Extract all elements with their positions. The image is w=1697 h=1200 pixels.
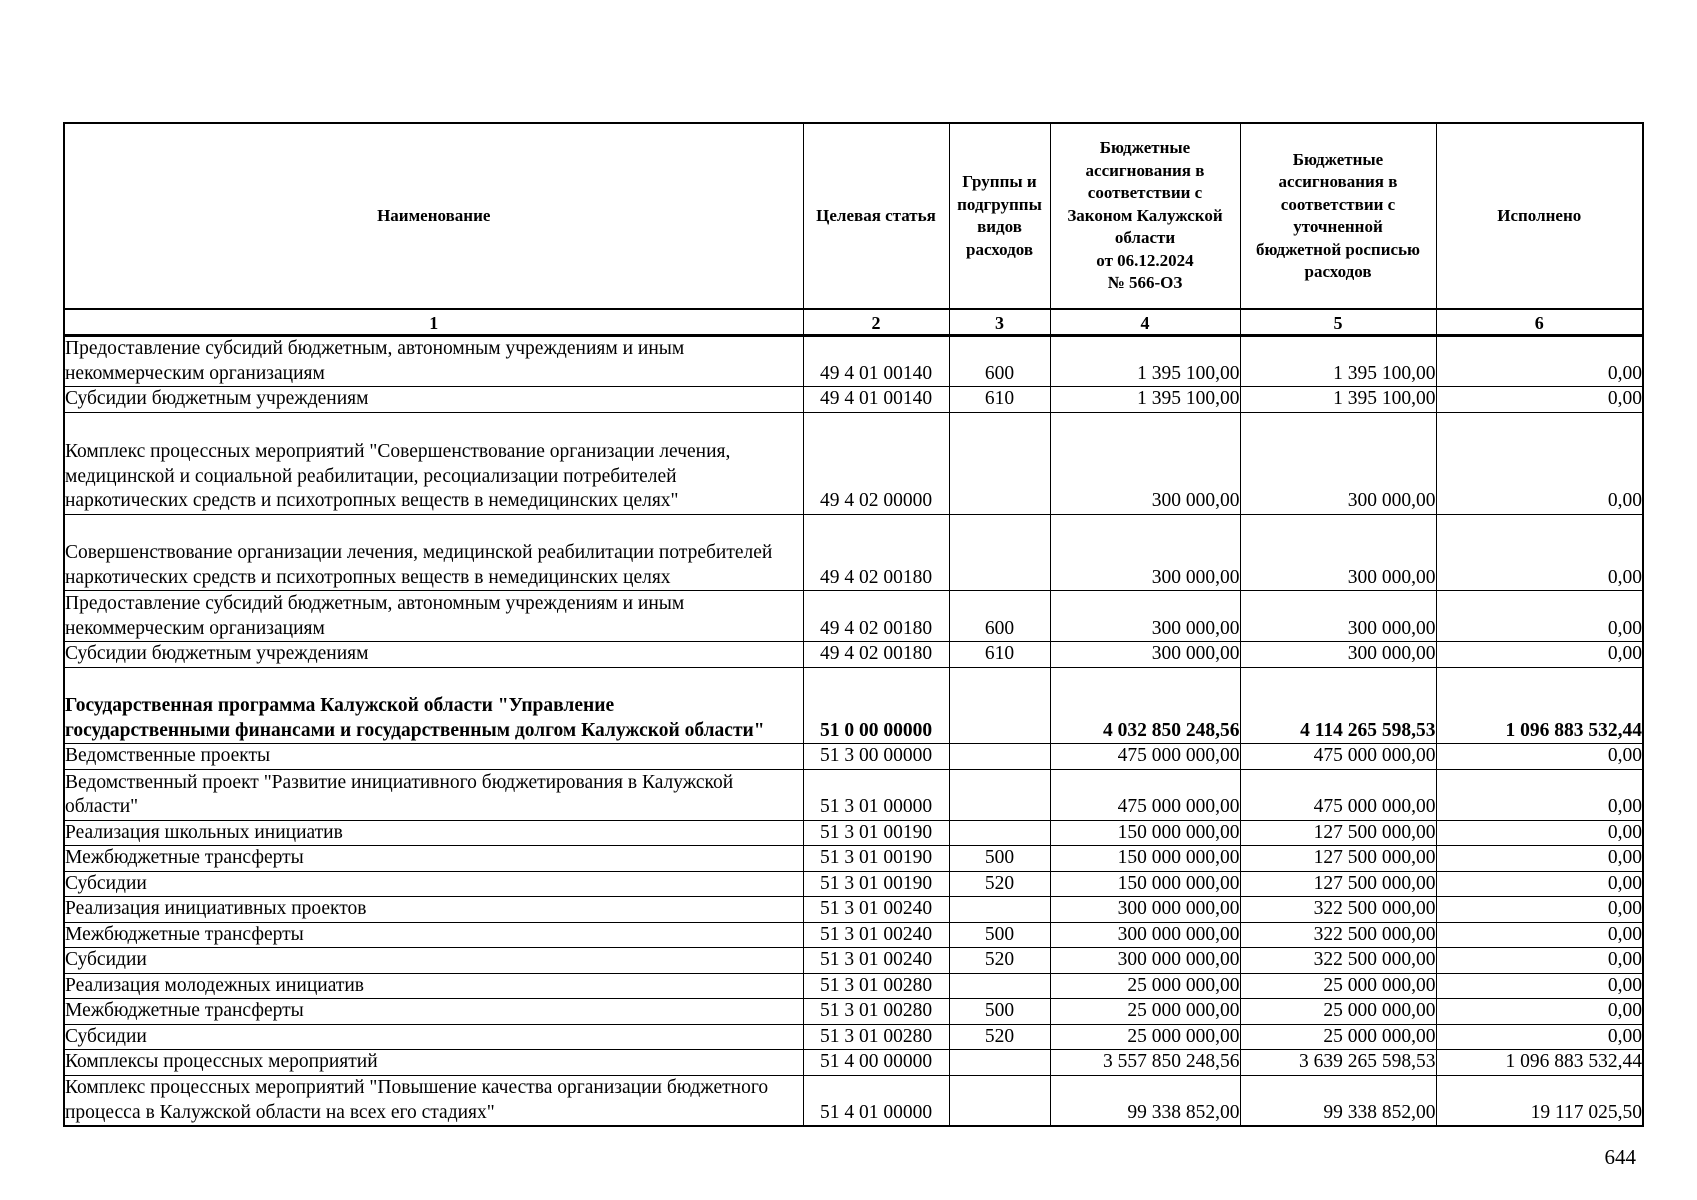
cell-executed: 0,00 [1436,871,1643,897]
cell-law-allocation: 300 000 000,00 [1050,897,1240,923]
cell-expense-group: 500 [949,922,1050,948]
header-line: Законом Калужской [1067,205,1223,225]
column-number: 1 [64,309,803,336]
cell-law-allocation: 1 395 100,00 [1050,336,1240,387]
name-line: Субсидии [65,949,147,970]
header-target-article-label: Целевая статья [816,205,936,225]
name-line: некоммерческим организациям [65,617,325,639]
cell-law-allocation: 150 000 000,00 [1050,846,1240,872]
cell-expense-group [949,1075,1050,1126]
header-expense-groups [949,123,1050,309]
cell-expense-group [949,667,1050,744]
cell-target-article: 51 3 01 00190 [803,820,949,846]
column-number: 2 [803,309,949,336]
cell-name [64,1075,803,1126]
cell-law-allocation: 25 000 000,00 [1050,999,1240,1025]
header-line: № 566-ОЗ [1107,273,1183,293]
cell-refined-allocation: 4 114 265 598,53 [1240,667,1436,744]
cell-expense-group: 520 [949,948,1050,974]
cell-refined-allocation: 25 000 000,00 [1240,999,1436,1025]
cell-law-allocation: 1 395 100,00 [1050,387,1240,413]
table-row [64,744,1643,770]
cell-executed: 0,00 [1436,948,1643,974]
cell-target-article: 51 3 01 00000 [803,769,949,820]
cell-target-article: 51 4 01 00000 [803,1075,949,1126]
header-law-allocations [1050,123,1240,309]
cell-law-allocation: 300 000 000,00 [1050,948,1240,974]
cell-name [64,897,803,923]
name-line: Ведомственный проект "Развитие инициативного бюджетирования в Калужской [65,771,734,793]
cell-executed: 0,00 [1436,897,1643,923]
cell-expense-group: 520 [949,871,1050,897]
cell-refined-allocation: 99 338 852,00 [1240,1075,1436,1126]
cell-expense-group [949,897,1050,923]
name-line: Государственная программа Калужской области "Управление [65,695,615,716]
cell-executed: 0,00 [1436,514,1643,591]
table-row [64,514,1643,591]
name-line: Субсидии [65,872,147,894]
table-row [64,1075,1643,1126]
header-line: расходов [966,239,1033,259]
column-number: 4 [1050,309,1240,336]
cell-name [64,948,803,974]
cell-law-allocation: 150 000 000,00 [1050,820,1240,846]
cell-executed: 0,00 [1436,973,1643,999]
cell-refined-allocation: 127 500 000,00 [1240,871,1436,897]
column-number: 3 [949,309,1050,336]
cell-expense-group: 610 [949,387,1050,413]
name-line: Комплекс процессных мероприятий "Повышение качества организации бюджетного [65,1077,769,1098]
cell-name [64,336,803,387]
table-row [64,642,1643,668]
header-line: соответствии с [1280,194,1396,214]
table-row [64,591,1643,642]
cell-name [64,412,803,514]
cell-expense-group: 600 [949,336,1050,387]
name-line: Совершенствование организации лечения, медицинской реабилитации потребителей [65,542,773,563]
cell-name [64,922,803,948]
cell-refined-allocation: 1 395 100,00 [1240,387,1436,413]
name-line: государственными финансами и государственным долгом Калужской области" [65,719,765,741]
cell-executed: 0,00 [1436,642,1643,668]
name-line: Межбюджетные трансферты [65,923,304,945]
cell-law-allocation: 475 000 000,00 [1050,769,1240,820]
cell-target-article: 49 4 02 00180 [803,591,949,642]
cell-expense-group: 600 [949,591,1050,642]
header-line: соответствии с [1087,183,1203,203]
header-line: от 06.12.2024 [1096,250,1194,270]
table-row [64,769,1643,820]
header-line: расходов [1304,262,1372,281]
cell-law-allocation: 150 000 000,00 [1050,871,1240,897]
cell-executed: 1 096 883 532,44 [1436,667,1643,744]
header-executed [1436,123,1643,309]
cell-expense-group: 520 [949,1024,1050,1050]
cell-refined-allocation: 25 000 000,00 [1240,1024,1436,1050]
name-line: Межбюджетные трансферты [65,1000,304,1021]
cell-name [64,591,803,642]
table-header-row [64,123,1643,309]
cell-refined-allocation: 475 000 000,00 [1240,769,1436,820]
cell-law-allocation: 300 000,00 [1050,591,1240,642]
cell-expense-group [949,973,1050,999]
header-name-label: Наименование [377,205,491,225]
cell-target-article: 49 4 02 00000 [803,412,949,514]
table-row [64,1050,1643,1076]
cell-executed: 0,00 [1436,820,1643,846]
cell-law-allocation: 25 000 000,00 [1050,973,1240,999]
cell-refined-allocation: 475 000 000,00 [1240,744,1436,770]
header-line: Бюджетные [1099,138,1191,158]
cell-target-article: 51 3 01 00240 [803,948,949,974]
table-row [64,412,1643,514]
cell-expense-group: 610 [949,642,1050,668]
cell-law-allocation: 3 557 850 248,56 [1050,1050,1240,1076]
header-refined-allocations [1240,123,1436,309]
cell-refined-allocation: 322 500 000,00 [1240,948,1436,974]
cell-executed: 0,00 [1436,769,1643,820]
header-line: видов [977,217,1022,236]
cell-refined-allocation: 3 639 265 598,53 [1240,1050,1436,1076]
cell-refined-allocation: 300 000,00 [1240,412,1436,514]
name-line: области" [65,796,139,817]
table-row [64,922,1643,948]
name-line: Комплексы процессных мероприятий [65,1051,378,1072]
cell-name [64,667,803,744]
cell-executed: 0,00 [1436,1024,1643,1050]
table-row [64,999,1643,1025]
header-line: подгруппы [957,194,1042,214]
header-line: бюджетной росписью [1255,239,1421,259]
table-row [64,973,1643,999]
cell-executed: 0,00 [1436,336,1643,387]
cell-name [64,642,803,668]
header-name [64,123,803,309]
cell-executed: 0,00 [1436,387,1643,413]
cell-target-article: 51 3 01 00280 [803,1024,949,1050]
cell-refined-allocation: 127 500 000,00 [1240,820,1436,846]
name-line: Реализация инициативных проектов [65,898,367,919]
cell-expense-group [949,514,1050,591]
cell-refined-allocation: 322 500 000,00 [1240,897,1436,923]
cell-law-allocation: 99 338 852,00 [1050,1075,1240,1126]
cell-refined-allocation: 300 000,00 [1240,591,1436,642]
header-target-article [803,123,949,309]
table-row [64,387,1643,413]
table-row [64,846,1643,872]
name-line: Межбюджетные трансферты [65,847,304,868]
cell-name [64,846,803,872]
cell-name [64,1050,803,1076]
cell-name [64,871,803,897]
table-row-program [64,667,1643,744]
cell-executed: 0,00 [1436,999,1643,1025]
header-line: ассигнования в [1085,160,1205,180]
cell-law-allocation: 25 000 000,00 [1050,1024,1240,1050]
cell-name [64,1024,803,1050]
cell-target-article: 51 3 01 00280 [803,999,949,1025]
cell-refined-allocation: 1 395 100,00 [1240,336,1436,387]
cell-expense-group [949,412,1050,514]
cell-name [64,973,803,999]
table-row [64,336,1643,387]
name-line: Ведомственные проекты [65,745,271,766]
name-line: Реализация молодежных инициатив [65,974,365,996]
table-row [64,1024,1643,1050]
cell-target-article: 51 3 00 00000 [803,744,949,770]
budget-table [63,122,1644,1127]
table-row [64,897,1643,923]
header-line: ассигнования в [1278,172,1398,191]
page-number: 644 [1604,1145,1636,1169]
column-number-row [64,309,1643,336]
table-row [64,820,1643,846]
cell-target-article: 51 0 00 00000 [803,667,949,744]
cell-target-article: 51 3 01 00280 [803,973,949,999]
name-line: некоммерческим организациям [65,362,325,384]
name-line: наркотических средств и психотропных веществ в немедицинских целях [65,566,671,588]
cell-target-article: 49 4 02 00180 [803,514,949,591]
name-line: процесса в Калужской области на всех его стадиях" [65,1101,495,1123]
header-line: Бюджетные [1292,149,1384,169]
name-line: Предоставление субсидий бюджетным, автономным учреждениям и иным [65,338,685,359]
cell-law-allocation: 475 000 000,00 [1050,744,1240,770]
cell-target-article: 49 4 01 00140 [803,336,949,387]
name-line: наркотических средств и психотропных веществ в немедицинских целях" [65,490,679,511]
cell-target-article: 49 4 01 00140 [803,387,949,413]
cell-name [64,387,803,413]
cell-executed: 0,00 [1436,846,1643,872]
name-line: Субсидии бюджетным учреждениям [65,643,369,664]
cell-name [64,744,803,770]
cell-refined-allocation: 300 000,00 [1240,514,1436,591]
cell-target-article: 51 3 01 00190 [803,846,949,872]
cell-executed: 0,00 [1436,744,1643,770]
cell-name [64,820,803,846]
cell-law-allocation: 300 000,00 [1050,412,1240,514]
cell-executed: 1 096 883 532,44 [1436,1050,1643,1076]
cell-target-article: 51 3 01 00240 [803,922,949,948]
header-executed-label: Исполнено [1497,205,1582,225]
column-number: 5 [1240,309,1436,336]
name-line: Субсидии [65,1025,147,1047]
cell-expense-group [949,820,1050,846]
name-line: Предоставление субсидий бюджетным, автономным учреждениям и иным [65,593,685,614]
cell-refined-allocation: 25 000 000,00 [1240,973,1436,999]
table-row [64,948,1643,974]
cell-executed: 0,00 [1436,591,1643,642]
cell-expense-group: 500 [949,846,1050,872]
header-line: Группы и [962,172,1037,191]
cell-expense-group: 500 [949,999,1050,1025]
cell-executed: 19 117 025,50 [1436,1075,1643,1126]
cell-target-article: 49 4 02 00180 [803,642,949,668]
cell-expense-group [949,769,1050,820]
cell-law-allocation: 4 032 850 248,56 [1050,667,1240,744]
header-line: уточненной [1293,217,1383,236]
cell-law-allocation: 300 000,00 [1050,642,1240,668]
name-line: Субсидии бюджетным учреждениям [65,388,369,409]
cell-refined-allocation: 127 500 000,00 [1240,846,1436,872]
cell-name [64,769,803,820]
cell-refined-allocation: 300 000,00 [1240,642,1436,668]
cell-target-article: 51 4 00 00000 [803,1050,949,1076]
cell-target-article: 51 3 01 00190 [803,871,949,897]
cell-name [64,999,803,1025]
column-number: 6 [1436,309,1643,336]
cell-expense-group [949,744,1050,770]
cell-law-allocation: 300 000 000,00 [1050,922,1240,948]
cell-target-article: 51 3 01 00240 [803,897,949,923]
name-line: медицинской и социальной реабилитации, ресоциализации потребителей [65,465,677,487]
cell-executed: 0,00 [1436,922,1643,948]
cell-refined-allocation: 322 500 000,00 [1240,922,1436,948]
cell-expense-group [949,1050,1050,1076]
cell-executed: 0,00 [1436,412,1643,514]
name-line: Реализация школьных инициатив [65,821,343,843]
header-line: области [1114,228,1176,248]
cell-law-allocation: 300 000,00 [1050,514,1240,591]
cell-name [64,514,803,591]
table-row [64,871,1643,897]
name-line: Комплекс процессных мероприятий "Совершенствование организации лечения, [65,441,731,462]
